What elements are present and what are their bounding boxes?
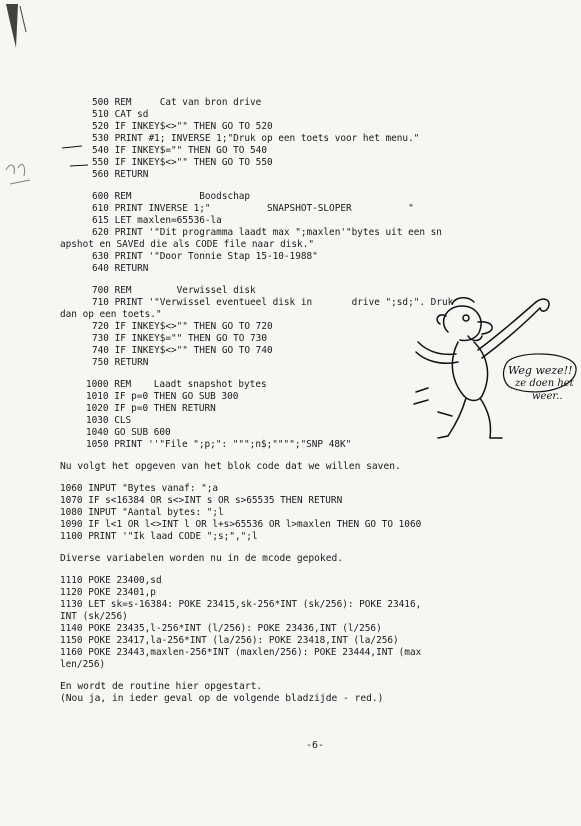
code-line: 620 PRINT '"Dit programma laadt max ";maxlen'"bytes uit een sn [92, 227, 442, 238]
code-line: 610 PRINT INVERSE 1;" SNAPSHOT-SLOPER " [92, 203, 414, 214]
code-line: 1110 POKE 23400,sd [60, 575, 162, 586]
code-line: 1040 GO SUB 600 [86, 427, 171, 438]
speech-text-line2: ze doen het [515, 378, 574, 389]
code-line: 540 IF INKEY$="" THEN GO TO 540 [92, 145, 267, 156]
code-line: 1130 LET sk=s-16384: POKE 23415,sk-256*INT (sk/256): POKE 23416, [60, 599, 422, 610]
code-line: 1030 CLS [86, 415, 132, 426]
code-line: 615 LET maxlen=65536-la [92, 215, 222, 226]
code-line: 700 REM Verwissel disk [92, 285, 256, 296]
code-line: 1160 POKE 23443,maxlen-256*INT (maxlen/256): POKE 23444,INT (max [60, 647, 422, 658]
paragraph-text: En wordt de routine hier opgestart. [60, 681, 263, 692]
code-line: 1000 REM Laadt snapshot bytes [86, 379, 267, 390]
code-line: 1080 INPUT "Aantal bytes: ";l [60, 507, 224, 518]
speech-text-line3: weer.. [532, 391, 563, 402]
page-number: -6- [306, 740, 325, 751]
margin-dash-2 [68, 158, 90, 172]
code-line: dan op een toets." [60, 309, 162, 320]
code-line: 510 CAT sd [92, 109, 149, 120]
code-line: 600 REM Boodschap [92, 191, 251, 202]
code-line: apshot en SAVEd die als CODE file naar disk." [60, 239, 314, 250]
code-line: 750 RETURN [92, 357, 149, 368]
code-line: 1090 IF l<1 OR l<>INT l OR l+s>65536 OR l>maxlen THEN GO TO 1060 [60, 519, 422, 530]
code-line: 720 IF INKEY$<>"" THEN GO TO 720 [92, 321, 273, 332]
paragraph-text: (Nou ja, in ieder geval op de volgende bladzijde - red.) [60, 693, 384, 704]
code-line: 1050 PRINT ''"File ";p;": """;n$;"""";"SNP 48K" [86, 439, 352, 450]
code-line: 1140 POKE 23435,l-256*INT (l/256): POKE 23436,INT (l/256) [60, 623, 382, 634]
code-line: 740 IF INKEY$<>"" THEN GO TO 740 [92, 345, 273, 356]
speech-text-line1: Weg weze!! [508, 364, 573, 377]
code-line: len/256) [60, 659, 106, 670]
scan-corner-mark [4, 2, 44, 52]
code-line: 1020 IF p=0 THEN RETURN [86, 403, 216, 414]
code-line: 1060 INPUT "Bytes vanaf: ";a [60, 483, 219, 494]
margin-scribble [0, 140, 40, 210]
code-line: 1070 IF s<16384 OR s<>INT s OR s>65535 THEN RETURN [60, 495, 343, 506]
paragraph-text: Nu volgt het opgeven van het blok code dat we willen saven. [60, 461, 401, 472]
code-line: 1120 POKE 23401,p [60, 587, 156, 598]
code-line: 520 IF INKEY$<>"" THEN GO TO 520 [92, 121, 273, 132]
code-line: 630 PRINT '"Door Tonnie Stap 15-10-1988" [92, 251, 318, 262]
code-line: INT (sk/256) [60, 611, 128, 622]
code-line: 710 PRINT '"Verwissel eventueel disk in drive ";sd;". Druk [92, 297, 454, 308]
code-line: 550 IF INKEY$<>"" THEN GO TO 550 [92, 157, 273, 168]
code-line: 640 RETURN [92, 263, 149, 274]
code-line: 730 IF INKEY$="" THEN GO TO 730 [92, 333, 267, 344]
code-line: 1010 IF p=0 THEN GO SUB 300 [86, 391, 239, 402]
code-line: 530 PRINT #1; INVERSE 1;"Druk op een toets voor het menu." [92, 133, 420, 144]
code-line: 500 REM Cat van bron drive [92, 97, 262, 108]
paragraph-text: Diverse variabelen worden nu in de mcode gepoked. [60, 553, 344, 564]
code-line: 1150 POKE 23417,la-256*INT (la/256): POKE 23418,INT (la/256) [60, 635, 399, 646]
margin-dash [60, 140, 86, 154]
code-line: 1100 PRINT '"Ik laad CODE ";s;",";l [60, 531, 258, 542]
code-line: 560 RETURN [92, 169, 149, 180]
